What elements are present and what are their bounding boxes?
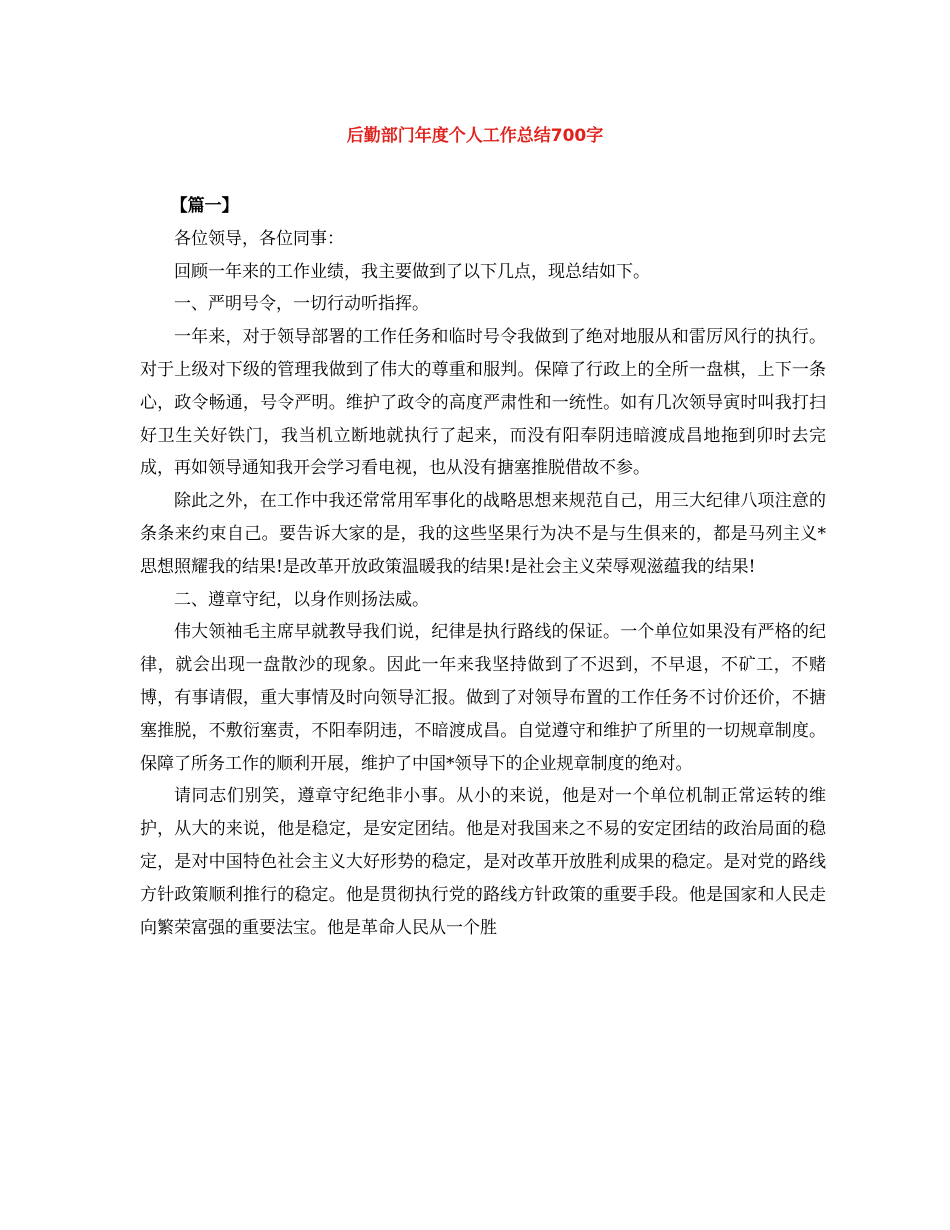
intro-paragraph: 回顾一年来的工作业绩，我主要做到了以下几点，现总结如下。: [174, 261, 650, 282]
body-paragraph: 除此之外，在工作中我还常常用军事化的战略思想来规范自己，用三大纪律八项注意的条条来约束自己。要告诉大家的是，我的这些坚果行为决不是与生俱来的，都是马列主义*思想照耀我的结果!是改革开放政策温暖我的结果!是社会主义荣辱观滋蕴我的结果!: [140, 491, 826, 577]
document-title: 后勤部门年度个人工作总结700字: [346, 126, 604, 146]
section-label: 【篇一】: [170, 196, 239, 216]
body-paragraph: 请同志们别笑，遵章守纪绝非小事。从小的来说，他是对一个单位机制正常运转的维护，从大的来说，他是稳定，是安定团结。他是对我国来之不易的安定团结的政治局面的稳定，是对中国特色社会主义大好形势的稳定，是对改革开放胜利成果的稳定。是对党的路线方针政策顺利推行的稳定。他是贯彻执行党的路线方针政策的重要手段。他是国家和人民走向繁荣富强的重要法宝。他是革命人民从一个胜: [140, 786, 826, 938]
body-paragraph: 伟大领袖毛主席早就教导我们说，纪律是执行路线的保证。一个单位如果没有严格的纪律，就会出现一盘散沙的现象。因此一年来我坚持做到了不迟到，不早退，不矿工，不赌博，有事请假，重大事情及时向领导汇报。做到了对领导布置的工作任务不讨价还价，不搪塞推脱，不敷衍塞责，不阳奉阴违，不暗渡成昌。自觉遵守和维护了所里的一切规章制度。保障了所务工作的顺利开展，维护了中国*领导下的企业规章制度的绝对。: [140, 622, 826, 774]
section-heading-2: 二、遵章守纪，以身作则扬法威。: [174, 589, 429, 610]
document-body: [140, 190, 826, 944]
salutation-paragraph: 各位领导，各位同事：: [174, 228, 344, 249]
section-heading-1: 一、严明号令，一切行动听指挥。: [174, 294, 429, 315]
body-paragraph: 一年来，对于领导部署的工作任务和临时号令我做到了绝对地服从和雷厉风行的执行。对于上级对下级的管理我做到了伟大的尊重和服判。保障了行政上的全所一盘棋，上下一条心，政令畅通，号令严明。维护了政令的高度严肃性和一统性。如有几次领导寅时叫我打扫好卫生关好铁门，我当机立断地就执行了起来，而没有阳奉阴违暗渡成昌地拖到卯时去完成，再如领导通知我开会学习看电视，也从没有搪塞推脱借故不参。: [140, 327, 826, 479]
